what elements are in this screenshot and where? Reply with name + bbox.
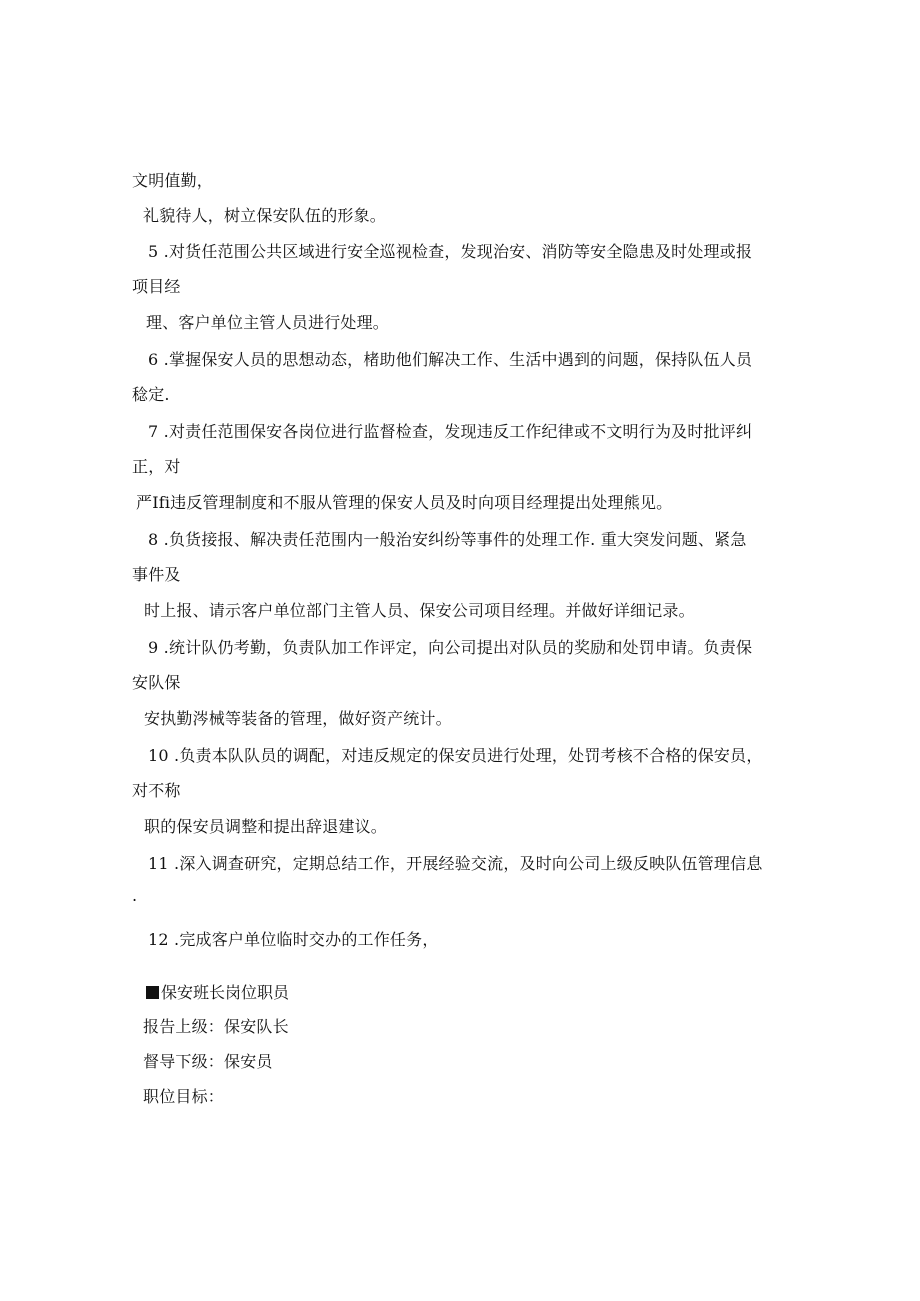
- list-item-12: 12 .完成客户单位临时交办的工作任务，: [148, 930, 439, 949]
- text-line: 职的保安员调整和提出辞退建议。: [144, 817, 388, 836]
- text-line: 事件及: [132, 565, 181, 584]
- supervise-line: 督导下级：保安员: [143, 1052, 273, 1071]
- section-title: 保安班长岗位职员: [161, 983, 290, 1002]
- text-line: 正，对: [132, 457, 181, 476]
- text-line: 严Ifi违反管理制度和不服从管理的保安人员及时向项目经理提出处理熊见。: [136, 493, 673, 512]
- list-item-5: 5 .对货任范围公共区域进行安全巡视检查，发现治安、消防等安全隐患及时处理或报: [148, 242, 753, 261]
- text-line: 对不称: [132, 781, 181, 800]
- square-bullet-icon: [146, 986, 159, 999]
- section-heading: [146, 983, 289, 1003]
- text-line: 安执勤涔械等装备的管理，做好资产统计。: [144, 709, 452, 728]
- text-line: 稔定.: [132, 385, 170, 404]
- report-to-line: 报告上级：保安队长: [143, 1017, 289, 1036]
- text-line: .: [132, 886, 138, 905]
- goal-line: 职位目标：: [143, 1087, 225, 1106]
- text-line: 理、客户单位主管人员进行处理。: [146, 313, 390, 332]
- text-line: 礼貌待人，树立保安队伍的形象。: [143, 206, 387, 225]
- list-item-9: 9 .统计队仍考勤，负责队加工作评定，向公司提出对队员的奖励和处罚申请。负责保: [148, 638, 753, 657]
- list-item-10: 10 .负责本队队员的调配，对违反规定的保安员进行处理，处罚考核不合格的保安员，: [148, 746, 763, 765]
- list-item-7: 7 .对责任范围保安各岗位进行监督检查，发现违反工作纪律或不文明行为及时批评纠: [148, 422, 753, 441]
- list-item-11: 11 .深入调查研究，定期总结工作，开展经验交流，及时向公司上级反映队伍管理信息: [148, 854, 763, 873]
- list-item-6: 6 .掌握保安人员的思想动态，楮助他们解决工作、生活中遇到的问题，保持队伍人员: [148, 350, 753, 369]
- text-line: 时上报、请示客户单位部门主管人员、保安公司项目经理。并做好详细记录。: [144, 601, 695, 620]
- text-line: 项目经: [132, 277, 181, 296]
- list-item-8: 8 .负货接报、解决责任范围内一般治安纠纷等事件的处理工作. 重大突发问题、紧急: [148, 530, 747, 549]
- text-line: 文明值勤，: [132, 171, 214, 190]
- text-line: 安队保: [132, 673, 181, 692]
